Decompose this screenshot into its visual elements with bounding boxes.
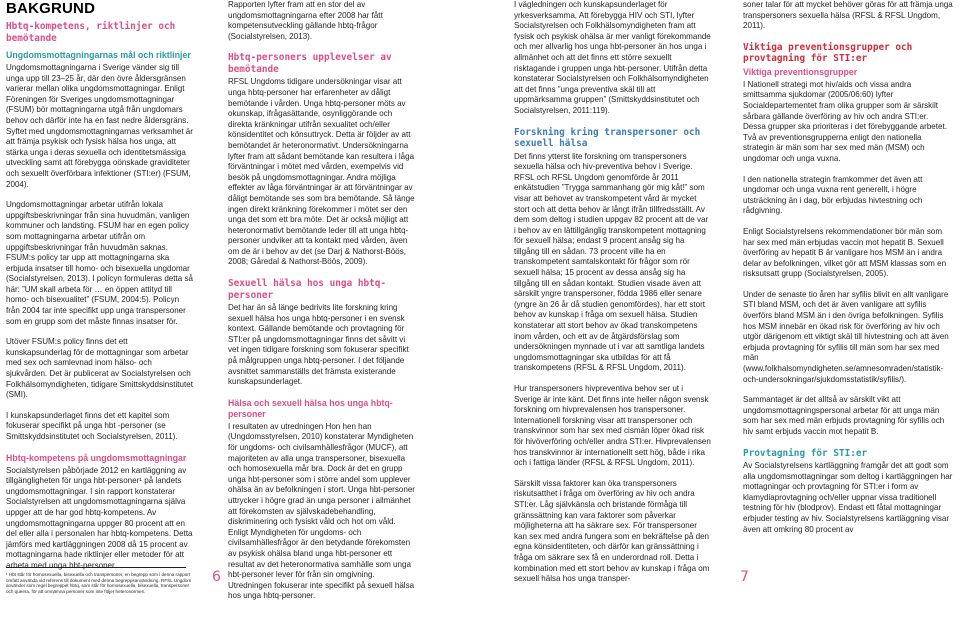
subheading-prevention-groups: Viktiga preventionsgrupper xyxy=(743,66,858,77)
footnote: ¹ Hbt står för homosexuella, bisexuella och transpersoner, en begrepp som i denna rapport omfatt använda vid referens till dokument med denna begreppsanvändning. RFSL Ungdom använder som regel begreppet hbtq, som står för homosexuella, bisexuella, transpersoner och queera, för att omnämna personer som inte följer heteronormen. xyxy=(6,572,192,594)
column-3 xyxy=(514,0,712,595)
heading-testing: Provtagning för STI:er xyxy=(743,447,868,459)
paragraph: I vägledningen och kunskapsunderlaget för yrkesverksamma, Att förebygga HIV och STI, lyfter Socialstyrelsen och Folkhälsomyndigheten fram att fysisk och psykisk ohälsa är mer vanligt förekommande och mer allvarlig hos unga hbt-personer än hos unga i allmänhet och att det finns ett större sexuellt risktagande i gruppen unga hbt-personer. Utifrån detta konstaterar Socialstyrelsen och Folkhälsomyndigheten att det finns ”unga preventiva skäl till att uppmärksamma gruppen” (Smittskyddsinstitutet och Socialstyrelsen, 2011:119). xyxy=(514,0,711,115)
heading-experiences: Hbtq-personers upplevelser av bemötande xyxy=(228,52,392,75)
paragraph: I resultaten av utredningen Hon hen han (Ungdomsstyrelsen, 2010) konstaterar Myndigheten för ungdoms- och civilsamhällesfrågor (MUCF), att majoriteten av alla unga transpersoner, bisexuella och homosexuella mår bra. Dock är det en grupp unga hbt-personer som i större andel som upplever ohälsa än av befolkningen i stort. Unga hbt-personer uttrycker i högre grad än unga personer i allmänhet att förekomsten av självskadebehandling, diskriminering och fysiskt våld och hot om våld. Enligt Myndigheten för ungdoms- och civilsamhällesfrågor är den betydande förekomsten av psykisk ohälsa bland unga hbt-personer ett resultat av det heteronormativa samhälle som unga hbt-personer lever för från sin omgivning. Utredningen fokuserar inte specifikt på sexuell hälsa hos unga hbtq-personer. xyxy=(228,421,415,601)
subheading-health: Hälsa och sexuell hälsa hos unga hbtq-personer xyxy=(228,397,393,419)
paragraph: Särskilt vissa faktorer kan öka transpersoners riskutsatthet i fråga om överföring av hiv och andra STI:er. Låg självkänsla och bristande förmåga till gränssättning kan vara faktorer som påverkar möjligheterna att ha säkrare sex. För transpersoner kan sex med andra fungera som en bekräftelse på den egna könsidentiteten, och därför kan gränssättning i fråga om säkrare sex få en underordnad roll. Detta i kombination med ett stort behov av kunskap i fråga om sexuell hälsa hos unga transper- xyxy=(514,478,710,584)
section-title: BAKGRUND xyxy=(6,0,96,17)
paragraph: Sammantaget är det alltså av särskilt vikt att ungdomsmottagningspersonal arbetar för att unga män som har sex med män erbjuds provtagning för syfilis och hiv samt erbjuds vaccin mot hepatit B. xyxy=(743,395,945,436)
heading-trans-research: Forskning kring transpersoner och sexuell hälsa xyxy=(514,126,701,150)
paragraph: soner talar för att mycket behöver göras för att främja unga transpersoners sexuella hälsa (RFSL & RFSL Ungdom, 2011). xyxy=(743,0,953,31)
heading-sexual-health: Sexuell hälsa hos unga hbtq-personer xyxy=(228,278,387,301)
page-number-left: 6 xyxy=(212,569,221,585)
paragraph: RFSL Ungdoms tidigare undersökningar visar att unga hbtq-personer har erfarenheter av dåligt bemötande i vården. Unga hbtq-personer möts av okunskap, ifrågasättande, osynliggörande och direkta kränkningar utifrån sexualitet och/eller könsidentitet och könsuttryck. Detta är följder av att bemötandet är heteronormativt. Undersökningarna lyfter fram att sådant bemötande kan resultera i låga förväntningar i mötet med vården, exempelvis vid besök på ungdomsmottagningar. Andra möjliga effekter av låga förväntningar är att förväntningar av dåligt bemötande ses som bra bemötande. Så länge ingen direkt kränkning förekommer i mötet ser den unga det som ett bra möte. Det är också möjligt att heteronormativt bemötande leder till att unga hbtq-personer undviker att ta kontakt med vården, även om de är i behov av det (se Darj & Nathorst-Böös, 2008; Gåredal & Nathorst-Böös, 2009). xyxy=(228,77,415,267)
heading-main: Hbtq-kompetens, riktlinjer och bemötande xyxy=(6,21,176,44)
page-number-right: 7 xyxy=(740,569,749,585)
paragraph: Socialstyrelsen påbörjade 2012 en kartläggning av tillgängligheten för unga hbt-personer¹ på landets ungdomsmottagningar. I sin rapport konstaterar Socialstyrelsen att ungdomsmottagningarna själva uppger att de har god hbtq-kompetens. Av ungdomsmottagningarna uppger 80 procent att en del eller alla i personalen har hbtq-kompetens. Detta jämförs med kartläggningen 2008 då 15 procent av mottagningarna hade riktlinjer eller metoder för att arbeta med unga hbt-personer. xyxy=(6,465,193,570)
footnote-rule xyxy=(6,567,186,568)
paragraph: I den nationella strategin framkommer det även att ungdomar och unga vuxna rent generellt, i högre utsträckning än i dag, bör erbjudas hivtestning och rådgivning. xyxy=(743,174,923,216)
subheading-competence: Hbtq-kompetens på ungdomsmottagningar xyxy=(6,452,187,463)
paragraph: Ungdomsmottagningarna i Sverige vänder sig till unga upp till 23–25 år, där den övre åldersgränsen varierar mellan olika ungdomsmottagningar. Enligt Föreningen för Sveriges ungdomsmottagningar (FSUM) bör mottagningarna utgå från ungdomars behov och därför inte ha en fast nedre åldersgräns. Syftet med ungdomsmottagningarnas verksamhet är att främja psykisk och fysisk hälsa hos unga, att stärka unga i deras sexuella och identitetsmässiga utveckling samt att förebygga oönskade graviditeter och sexuellt överförbara infektioner (STI:er) (FSUM, 2004). xyxy=(6,63,193,189)
column-2 xyxy=(228,0,418,612)
paragraph: I Nationell strategi mot hiv/aids och vissa andra smittsamma sjukdomar (2005/06:60) lyfter Socialdepartementet fram olika grupper som är särskilt sårbara gällande överföring av hiv och andra STI:er. Dessa grupper ska prioriteras i det förebyggande arbetet. Två av preventionsgrupperna enligt den nationella strategin är män som har sex med män (MSM) och ungdomar och unga vuxna. xyxy=(743,79,947,163)
subheading-goals: Ungdomsmottagningarnas mål och riktlinjer xyxy=(6,50,191,60)
heading-prevention: Viktiga preventionsgrupper och provtagning för STI:er xyxy=(743,41,913,65)
paragraph: Utöver FSUM:s policy finns det ett kunskapsunderlag för de mottagningar som arbetar med sex och samlevnad inom hälso- och sjukvården. Det är publicerat av Socialstyrelsen och Folkhälsomyndigheten, tidigare Smittskyddsinstitutet (SMI). xyxy=(6,337,193,400)
paragraph: Hur transpersoners hivpreventiva behov ser ut i Sverige är inte känt. Det finns inte heller någon svensk forskning om hivprevalensen hos transpersoner. Internationell forskning visar att transpersoner och transkvinnor som har sex med cismän löper ökad risk för hivöverföring och/eller andra STI:er. Hivprevalensen hos transkvinnor är internationellt sett hög, både i rika och i fattiga länder (RFSL & RFSL Ungdom, 2011). xyxy=(514,384,711,468)
paragraph: Rapporten lyfter fram att en stor del av ungdomsmottagningarna efter 2008 har fått kompetensutveckling gällande hbtq-frågor (Socialstyrelsen, 2013). xyxy=(228,0,383,41)
paragraph: Av Socialstyrelsens kartläggning framgår det att godt som alla ungdomsmottagningar som deltog i kartläggningen har mottagningar och provtagning för STI:er i form av klamydiaprovtagning och/eller uppnar vissa traditionell testning för hiv (blodprov). Endast ett fåtal mottagningar erbjuder testing av hiv. Socialstyrelsens kartläggning visar även att omkring 80 procent av xyxy=(743,461,953,534)
paragraph: Det finns ytterst lite forskning om transpersoners sexuella hälsa och hiv-preventiva behov i Sverige. RFSL och RFSL Ungdom genomförde år 2011 enkätstudien ”Trygga sammanhang gör mig kåt!” som visar att behovet av transkompetent vård är mycket stort och att detta behov är långt ifrån tillfredsställt. Av dem som deltog i studien uppgav 82 procent att de var i behov av en lättillgänglig transkompetent mottagning för sexuell hälsa; endast 9 procent ansåg sig ha tillgång till en sådan. 73 procent ville ha en transkompetent samtalskontakt för frågor som rör sexuell hälsa; 15 procent av dessa ansåg sig ha tillgång till en sådan kontakt. Studien visade även att särskilt yngre transpersoner, födda 1986 eller senare (yngre än 26 år då studien genomfördes), har ett stort behov av kunskap i fråga om sexuell hälsa. Studien konstaterar att stort behov av ökad transkompetens inom vården, och ett av de åtgärdsförslag som undersökningen mynnade ut i var att samtliga landets ungdomsmottagningar ska utbildas för att få transkompetens (RFSL & RFSL Ungdom, 2011). xyxy=(514,151,709,373)
paragraph: Under de senaste tio åren har syfilis blivit en allt vanligare STI bland MSM, och det är även vanligare att syfilis överförs bland MSM än i den övriga befolkningen. Syfilis hos MSM innebär en ökad risk för överföring av hiv och utgör därigenom ett viktigt skäl till hivtestning och att även erbjuda provtagning för syfilis till män som har sex med män (www.folkhalsomyndigheten.se/amnesomraden/statistik-och-undersokningar/sjukdomsstatistik/syfilis/). xyxy=(743,289,949,384)
column-1 xyxy=(6,0,194,582)
paragraph: Enligt Socialstyrelsens rekommendationer bör män som har sex med män erbjudas vaccin mot hepatit B. Sexuell överföring av hepatit B är vanligare hos MSM än i andra delar av befolkningen, vilket gör att MSM klassas som en risksutsatt grupp (Socialstyrelsen, 2005). xyxy=(743,226,947,279)
paragraph: Det har än så länge bedrivits lite forskning kring sexuell hälsa hos unga hbtq-personer i en svensk kontext. Gällande bemötande och provtagning för STI:er på ungdomsmottagningar finns det såvitt vi vet ingen tidigare forskning som fokuserar specifikt på målgruppen unga hbtq-personer. I det följande avsnittet sammanställs det främsta existerande kunskapsunderlaget. xyxy=(228,303,409,387)
column-4 xyxy=(743,0,953,545)
paragraph: I kunskapsunderlaget finns det ett kapitel som fokuserar specifikt på unga hbt -personer (se Smittskyddsinstitutet och Socialstyrelsen, 2011). xyxy=(6,410,178,441)
paragraph: Ungdomsmottagningar arbetar utifrån lokala uppgiftsbeskrivningar från sina huvudmän, vanligen kommuner och landsting. FSUM har en egen policy som mottagningarna arbetar utifrån om uppgiftsbeskrivningar från huvudmän saknas. FSUM:s policy tar upp att mottagningarna ska erbjuda insatser till homo- och bisexuella ungdomar (Socialstyrelsen, 2013). I policyn formuleras detta så här: ”UM skall arbeta för … en öppen attityd till homo- och bisexualitet” (FSUM, 2004:5). Policyn från 2004 tar inte specifikt upp unga transpersoner som en grupp som det måste finnas insatser för. xyxy=(6,200,193,326)
